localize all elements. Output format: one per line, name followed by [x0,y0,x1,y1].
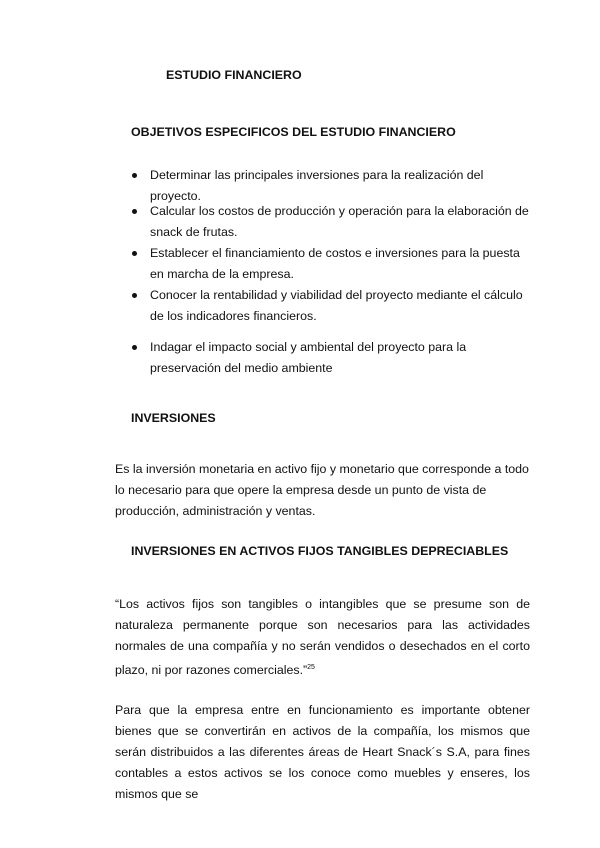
bullet-icon [132,345,137,350]
objective-text: Calcular los costos de producción y operación para la elaboración de snack de frutas. [150,204,529,239]
quote-text: “Los activos fijos son tangibles o intangibles que se presume son de naturaleza permanente porque son necesarios para las actividades normales de una compañía y no serán vendidos o desechados en el corto plazo, ni por razones comerciales.” [115,597,530,677]
tangibles-heading: INVERSIONES EN ACTIVOS FIJOS TANGIBLES DEPRECIABLES [131,544,509,558]
list-item [130,337,535,379]
page-title: ESTUDIO FINANCIERO [166,68,302,82]
bullet-icon [132,251,137,256]
quote-paragraph [115,594,530,681]
bullet-icon [132,209,137,214]
bullet-icon [132,173,137,178]
objectives-heading: OBJETIVOS ESPECIFICOS DEL ESTUDIO FINANCIERO [131,125,456,139]
bullet-icon [132,293,137,298]
list-item [130,201,535,243]
inversiones-paragraph: Es la inversión monetaria en activo fijo y monetario que corresponde a todo lo necesario para que opere la empresa desde un punto de vista de producción, administración y ventas. [115,462,529,518]
list-item [130,243,535,285]
footnote-marker: 25 [307,664,315,671]
assets-paragraph: Para que la empresa entre en funcionamiento es importante obtener bienes que se convertirán en activos de la compañía, los mismos que serán distribuidos a las diferentes áreas de Heart Snack´s S.A, para fines contables a estos activos se los conoce como muebles y enseres, los mismos que se [115,703,530,801]
objective-text: Indagar el impacto social y ambiental del proyecto para la preservación del medio ambiente [150,340,467,375]
list-item [130,285,535,327]
objective-text: Determinar las principales inversiones para la realización del proyecto. [150,168,484,203]
objective-text: Establecer el financiamiento de costos e inversiones para la puesta en marcha de la empresa. [150,246,520,281]
inversiones-heading: INVERSIONES [131,411,216,425]
objective-text: Conocer la rentabilidad y viabilidad del proyecto mediante el cálculo de los indicadores financieros. [150,288,523,323]
